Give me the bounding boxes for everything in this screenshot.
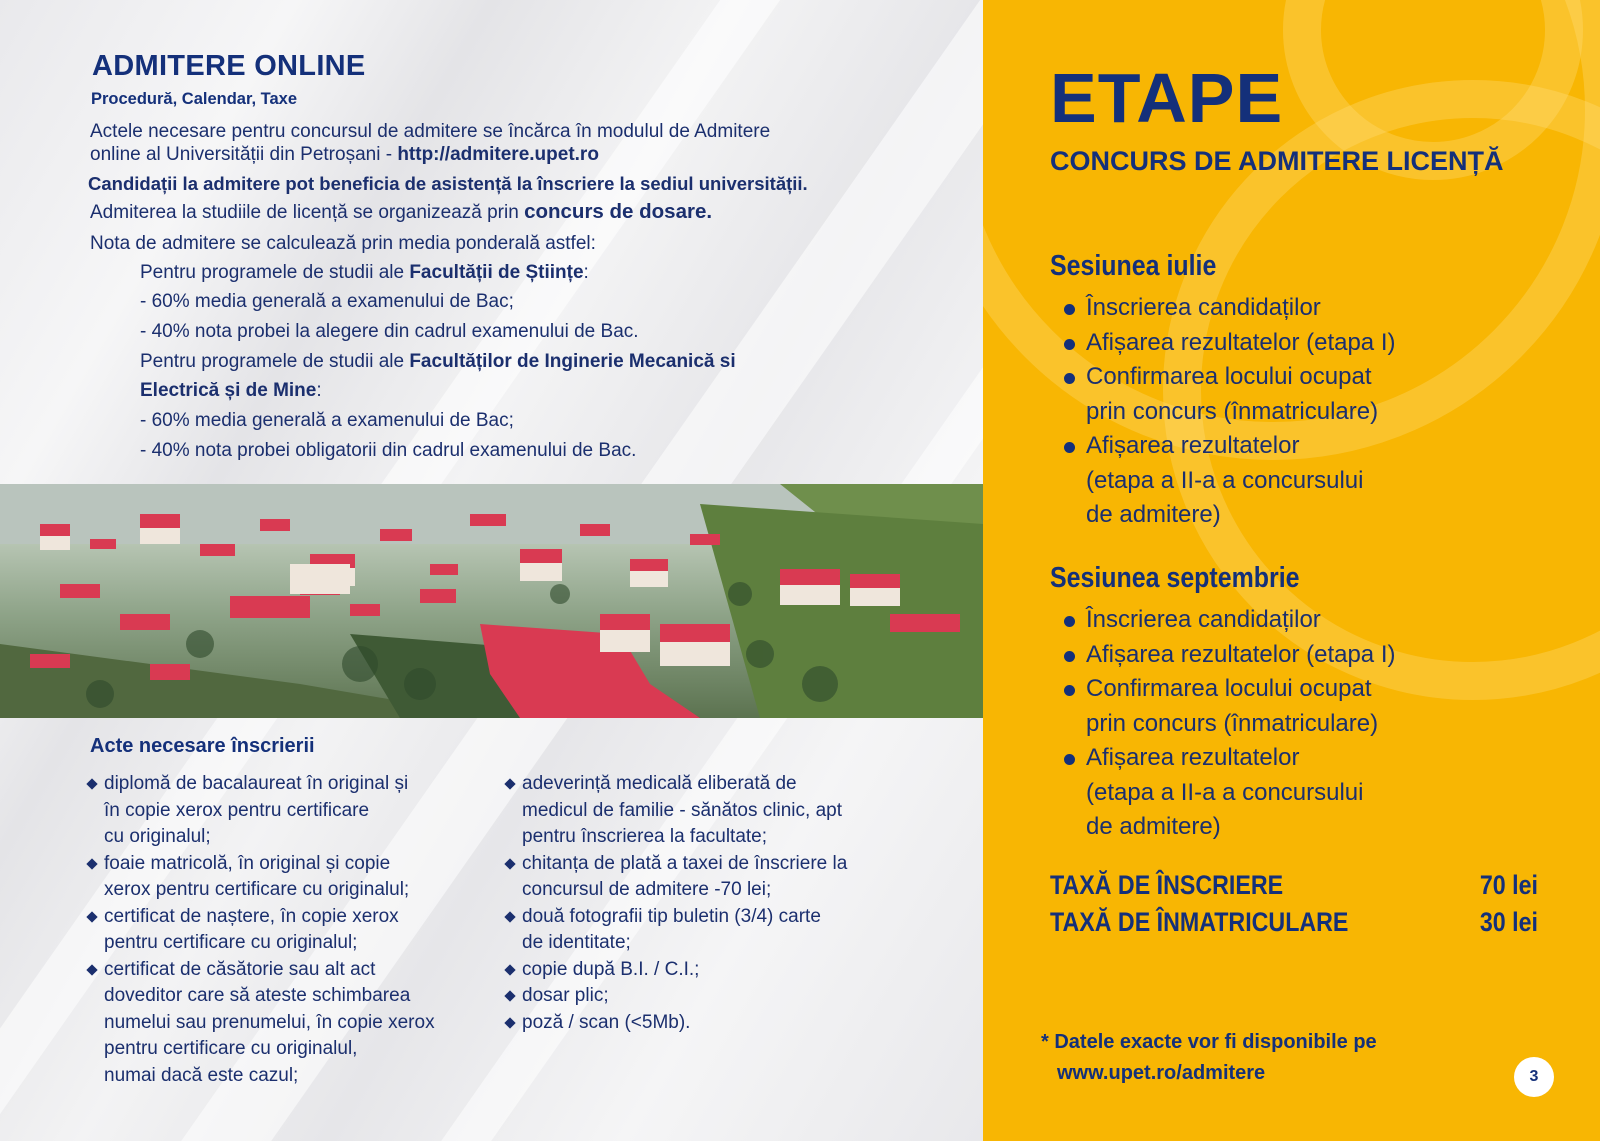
diamond-bullet-icon bbox=[504, 964, 515, 975]
engineering-faculty-heading bbox=[140, 350, 736, 373]
stage-item-line: de admitere) bbox=[1086, 813, 1221, 840]
diamond-bullet-icon bbox=[86, 858, 97, 869]
page-subtitle: Procedură, Calendar, Taxe bbox=[91, 90, 298, 108]
engineering-suffix: : bbox=[316, 380, 322, 401]
bullet-dot-icon bbox=[1064, 616, 1075, 627]
admitere-link[interactable]: http://admitere.upet.ro bbox=[397, 144, 599, 165]
bullet-dot-icon bbox=[1064, 651, 1075, 662]
stage-item-line: prin concurs (înmatriculare) bbox=[1086, 709, 1379, 737]
stage-item-line: de admitere) bbox=[1086, 501, 1221, 528]
etape-title: ETAPE bbox=[1050, 59, 1284, 137]
document-item-line: pentru certificare cu originalul; bbox=[104, 932, 358, 953]
document-item-line: pentru înscrierea la facultate; bbox=[522, 826, 768, 847]
stage-item-line: Confirmarea locului ocupat bbox=[1086, 363, 1372, 390]
science-prefix: Pentru programele de studii ale bbox=[140, 262, 410, 283]
etape-subtitle: CONCURS DE ADMITERE LICENȚĂ bbox=[1050, 146, 1504, 176]
page-title: ADMITERE ONLINE bbox=[92, 50, 366, 82]
document-item-line: adeverință medicală eliberată de bbox=[522, 773, 797, 794]
document-item bbox=[88, 851, 488, 904]
document-item-line: în copie xerox pentru certificare bbox=[104, 799, 370, 821]
diamond-bullet-icon bbox=[504, 990, 515, 1001]
dates-note bbox=[1041, 1027, 1377, 1089]
stage-item-line: Înscrierea candidaților bbox=[1086, 606, 1321, 633]
engineering-criterion-1: - 60% media generală a examenului de Bac; bbox=[140, 410, 514, 431]
document-item-line: diplomă de bacalaureat în original și bbox=[104, 773, 409, 794]
document-item bbox=[506, 1010, 906, 1037]
stage-item bbox=[1062, 429, 1395, 533]
document-item-line: numai dacă este cazul; bbox=[104, 1064, 299, 1086]
intro-line-1: Actele necesare pentru concursul de admitere se încărca în modulul de Admitere bbox=[90, 121, 771, 142]
stage-item bbox=[1062, 741, 1395, 845]
stage-item bbox=[1062, 603, 1395, 638]
session-july-steps bbox=[1062, 291, 1395, 533]
city-illustration bbox=[0, 484, 983, 718]
science-faculty-name: Facultății de Științe bbox=[409, 262, 584, 283]
engineering-faculty-name-1: Facultăților de Inginerie Mecanică si bbox=[409, 351, 736, 372]
bullet-dot-icon bbox=[1064, 304, 1075, 315]
science-suffix: : bbox=[583, 262, 589, 283]
document-item-line: foaie matricolă, în original și copie bbox=[104, 852, 391, 874]
bullet-dot-icon bbox=[1064, 685, 1075, 696]
session-september-title: Sesiunea septembrie bbox=[1050, 562, 1300, 594]
diamond-bullet-icon bbox=[86, 964, 97, 975]
intro-line-2-text: online al Universității din Petroșani - bbox=[90, 144, 398, 165]
bullet-dot-icon bbox=[1064, 754, 1075, 765]
organization-prefix: Admiterea la studiile de licență se organizează prin bbox=[90, 202, 525, 223]
stage-item-line: Afișarea rezultatelor bbox=[1086, 744, 1300, 771]
diamond-bullet-icon bbox=[504, 778, 515, 789]
organization-bold: concurs de dosare. bbox=[524, 200, 713, 223]
engineering-criterion-2: - 40% nota probei obligatorii din cadrul examenului de Bac. bbox=[140, 440, 637, 461]
engineering-faculty-heading-2 bbox=[140, 379, 322, 402]
stage-item-line: (etapa a II-a a concursului bbox=[1086, 466, 1364, 494]
city-aerial-photo bbox=[0, 484, 983, 718]
stage-item bbox=[1062, 326, 1395, 361]
document-item-line: numelui sau prenumelui, în copie xerox bbox=[104, 1011, 435, 1033]
matriculation-fee-label: TAXĂ DE ÎNMATRICULARE bbox=[1050, 907, 1349, 937]
science-criterion-1: - 60% media generală a examenului de Bac; bbox=[140, 291, 514, 312]
organization-text bbox=[90, 200, 712, 224]
science-criterion-2: - 40% nota probei la alegere din cadrul examenului de Bac. bbox=[140, 321, 639, 342]
bullet-dot-icon bbox=[1064, 442, 1075, 453]
document-item-line: pentru certificare cu originalul, bbox=[104, 1038, 358, 1059]
document-item-line: dosar plic; bbox=[522, 985, 609, 1006]
document-item-line: copie după B.I. / C.I.; bbox=[522, 958, 700, 980]
required-documents-title: Acte necesare înscrierii bbox=[90, 735, 315, 757]
document-item bbox=[506, 851, 906, 904]
stage-item bbox=[1062, 638, 1395, 673]
enrollment-fee-value: 70 lei bbox=[1479, 870, 1538, 900]
session-september-steps bbox=[1062, 603, 1395, 845]
document-item-line: două fotografii tip buletin (3/4) carte bbox=[522, 905, 821, 927]
stage-item-line: Confirmarea locului ocupat bbox=[1086, 675, 1372, 702]
session-july-title: Sesiunea iulie bbox=[1050, 250, 1217, 282]
document-item bbox=[88, 904, 488, 957]
document-item bbox=[88, 771, 488, 851]
engineering-faculty-name-2: Electrică și de Mine bbox=[140, 380, 317, 401]
stage-item-line: prin concurs (înmatriculare) bbox=[1086, 397, 1379, 425]
document-item-line: xerox pentru certificare cu originalul; bbox=[104, 879, 410, 900]
document-item-line: certificat de căsătorie sau alt act bbox=[104, 958, 376, 980]
intro-line-2 bbox=[90, 143, 599, 166]
diamond-bullet-icon bbox=[504, 858, 515, 869]
document-item-line: medicul de familie - sănătos clinic, apt bbox=[522, 799, 842, 821]
documents-list-right bbox=[506, 771, 906, 1036]
dates-note-line-1: * Datele exacte vor fi disponibile pe bbox=[1041, 1031, 1377, 1053]
stage-item-line: (etapa a II-a a concursului bbox=[1086, 778, 1364, 806]
documents-list-left bbox=[88, 771, 488, 1089]
stage-item-line: Afișarea rezultatelor bbox=[1086, 432, 1300, 459]
document-item bbox=[506, 771, 906, 851]
stage-item bbox=[1062, 672, 1395, 741]
stage-item-line: Înscrierea candidaților bbox=[1086, 294, 1321, 321]
document-item bbox=[506, 957, 906, 984]
bullet-dot-icon bbox=[1064, 373, 1075, 384]
assistance-text: Candidații la admitere pot beneficia de asistență la înscriere la sediul universității. bbox=[88, 173, 808, 194]
science-faculty-heading bbox=[140, 261, 589, 284]
bullet-dot-icon bbox=[1064, 339, 1075, 350]
matriculation-fee-value: 30 lei bbox=[1479, 907, 1538, 937]
diamond-bullet-icon bbox=[86, 911, 97, 922]
document-item-line: doveditor care să ateste schimbarea bbox=[104, 985, 411, 1006]
document-item bbox=[506, 904, 906, 957]
engineering-prefix: Pentru programele de studii ale bbox=[140, 351, 410, 372]
document-item-line: cu originalul; bbox=[104, 826, 211, 847]
document-item-line: chitanța de plată a taxei de înscriere la bbox=[522, 852, 848, 874]
diamond-bullet-icon bbox=[86, 778, 97, 789]
diamond-bullet-icon bbox=[504, 1017, 515, 1028]
document-item bbox=[506, 983, 906, 1010]
document-item-line: concursul de admitere -70 lei; bbox=[522, 879, 772, 900]
stage-item-line: Afișarea rezultatelor (etapa I) bbox=[1086, 328, 1396, 356]
enrollment-fee-label: TAXĂ DE ÎNSCRIERE bbox=[1050, 870, 1284, 900]
stage-item bbox=[1062, 360, 1395, 429]
document-item-line: poză / scan (<5Mb). bbox=[522, 1011, 691, 1033]
document-item-line: certificat de naștere, în copie xerox bbox=[104, 905, 399, 927]
stage-item-line: Afișarea rezultatelor (etapa I) bbox=[1086, 640, 1396, 668]
diamond-bullet-icon bbox=[504, 911, 515, 922]
document-item-line: de identitate; bbox=[522, 932, 631, 953]
grade-formula-intro: Nota de admitere se calculează prin media ponderală astfel: bbox=[90, 233, 596, 254]
page-number: 3 bbox=[1514, 1057, 1554, 1097]
admission-link[interactable]: www.upet.ro/admitere bbox=[1057, 1062, 1266, 1084]
document-item bbox=[88, 957, 488, 1090]
stage-item bbox=[1062, 291, 1395, 326]
